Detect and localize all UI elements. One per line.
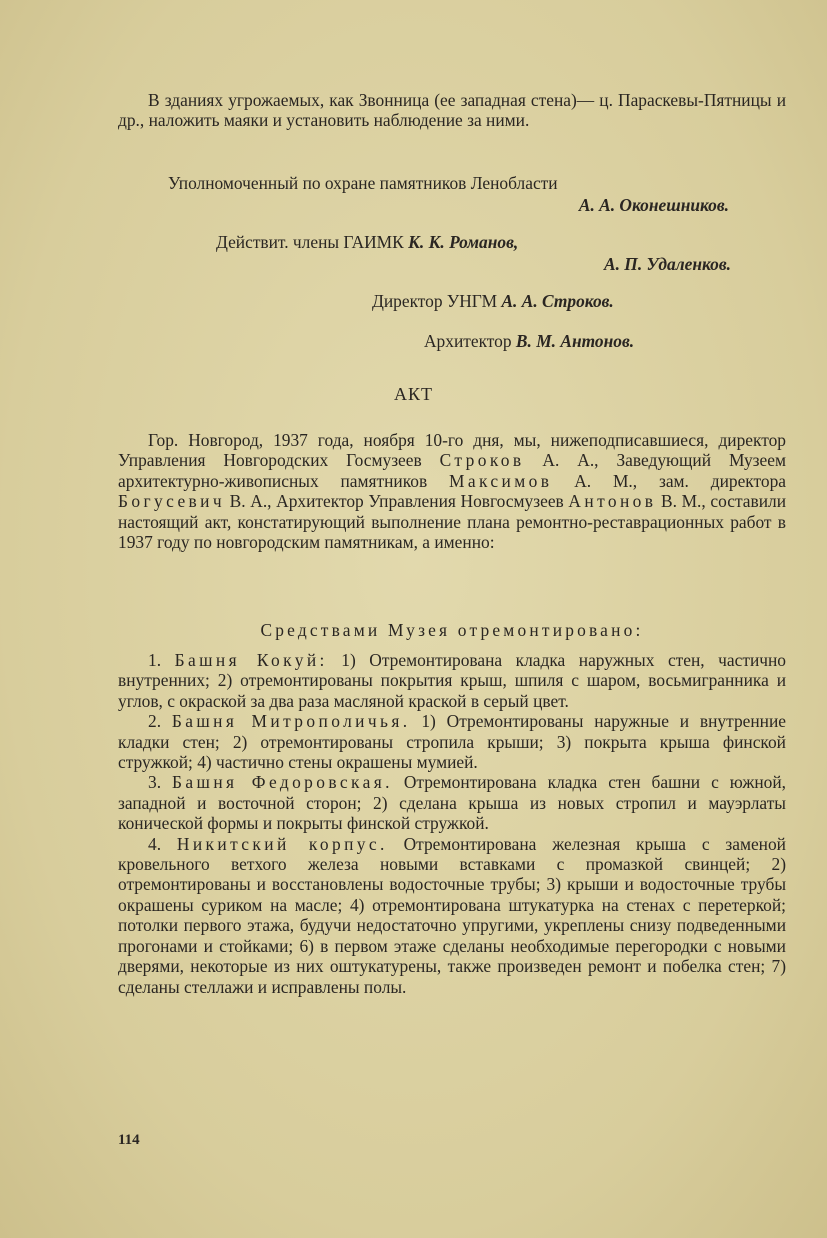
signature-1-role: Уполномоченный по охране памятников Ленобласти	[168, 173, 558, 193]
intro-paragraph	[118, 90, 786, 131]
act-title: АКТ	[394, 384, 433, 404]
act-text-part-3: А. М., зам. директора	[552, 470, 786, 491]
item-number: 3.	[148, 772, 162, 793]
act-text-part-1: Гор. Новгород, 1937 года, ноября 10-го дня, мы, нижеподписавшиеся, директор Управления Новгородских Госмузеев	[118, 430, 786, 471]
act-paragraph	[118, 430, 786, 552]
list-item	[118, 834, 786, 997]
signature-2	[216, 231, 518, 253]
item-text: 1) Отремонтированы наружные и внутренние кладки стен; 2) отремонтированы стропила крыши; 3) покрыта крыша финской стружкой; 4) частично стены окрашены мумией.	[118, 711, 786, 773]
item-name: Никитский корпус.	[176, 833, 388, 854]
item-name: Башня Кокуй:	[174, 650, 328, 670]
signature-2-name: К. К. Романов,	[408, 232, 519, 252]
list-item	[118, 711, 786, 772]
signature-2-name2: А. П. Удаленков.	[604, 254, 731, 274]
act-name-3: Богусевич	[118, 491, 226, 512]
act-name-4: Антонов	[568, 491, 657, 512]
item-number: 2.	[148, 711, 162, 732]
page-number: 114	[118, 1132, 140, 1148]
signature-3	[372, 290, 614, 312]
signature-3-name: А. А. Строков.	[501, 291, 614, 311]
intro-text: В зданиях угрожаемых, как Звонница (ее западная стена)— ц. Параскевы-Пятницы и др., наложить маяки и установить наблюдение за ними.	[118, 90, 786, 131]
act-text-part-2: А. А., Заведующий Музеем архитектурно-живописных памятников	[118, 450, 786, 491]
item-text: Отремонтирована железная крыша с заменой кровельного ветхого железа новыми вставками с промазкой свинцей; 2) отремонтированы и восстановлены водосточные трубы; 3) крыши и водосточные трубы окрашены суриком на масле; 4) отремонтирована штукатурка на стенах с перетеркой; потолки первого этажа, будучи недостаточно упругими, укреплены снизу подведенными прогонами и стойками; 6) в первом этаже сделаны необходимые перегородки с новыми дверями, некоторые из них оштукатурены, также произведен ремонт и побелка стен; 7) сделаны стеллажи и исправлены полы.	[118, 833, 786, 997]
item-name: Башня Митрополичья.	[171, 711, 411, 732]
signature-2-role: Действит. члены ГАИМК	[216, 232, 404, 252]
signature-4	[424, 330, 634, 352]
section-heading: Средствами Музея отремонтировано:	[260, 620, 644, 640]
act-text-part-4: В. А., Архитектор Управления Новгосмузеев	[225, 491, 569, 512]
act-name-1: Строков	[439, 450, 525, 471]
signature-1-name: А. А. Оконешников.	[578, 195, 729, 215]
item-text: Отремонтирована кладка стен башни с южной, западной и восточной сторон; 2) сделана крыша из новых стропил и мауэрлаты конической формы и покрыты финской стружкой.	[118, 772, 786, 834]
list-item	[118, 650, 786, 711]
signature-4-role: Архитектор	[424, 331, 512, 351]
item-text: 1) Отремонтирована кладка наружных стен, частично внутренних; 2) отремонтированы покрытия крыш, шпиля с шаром, восьмигранника и углов, с окраской за два раза масляной краской в серый цвет.	[118, 650, 787, 711]
items-list	[118, 650, 786, 997]
signature-4-name: В. М. Антонов.	[515, 331, 635, 351]
item-number: 4.	[148, 833, 162, 854]
item-number: 1.	[148, 650, 162, 670]
act-text	[118, 430, 786, 552]
act-text-part-5: В. М., составили настоящий акт, констатирующий выполнение плана ремонтно-реставрационных работ в 1937 году по новгородским памятникам, а именно:	[118, 491, 787, 553]
signature-3-role: Директор УНГМ	[372, 291, 498, 311]
list-item	[118, 772, 786, 833]
act-name-2: Максимов	[449, 470, 553, 491]
item-name: Башня Федоровская.	[172, 772, 393, 793]
